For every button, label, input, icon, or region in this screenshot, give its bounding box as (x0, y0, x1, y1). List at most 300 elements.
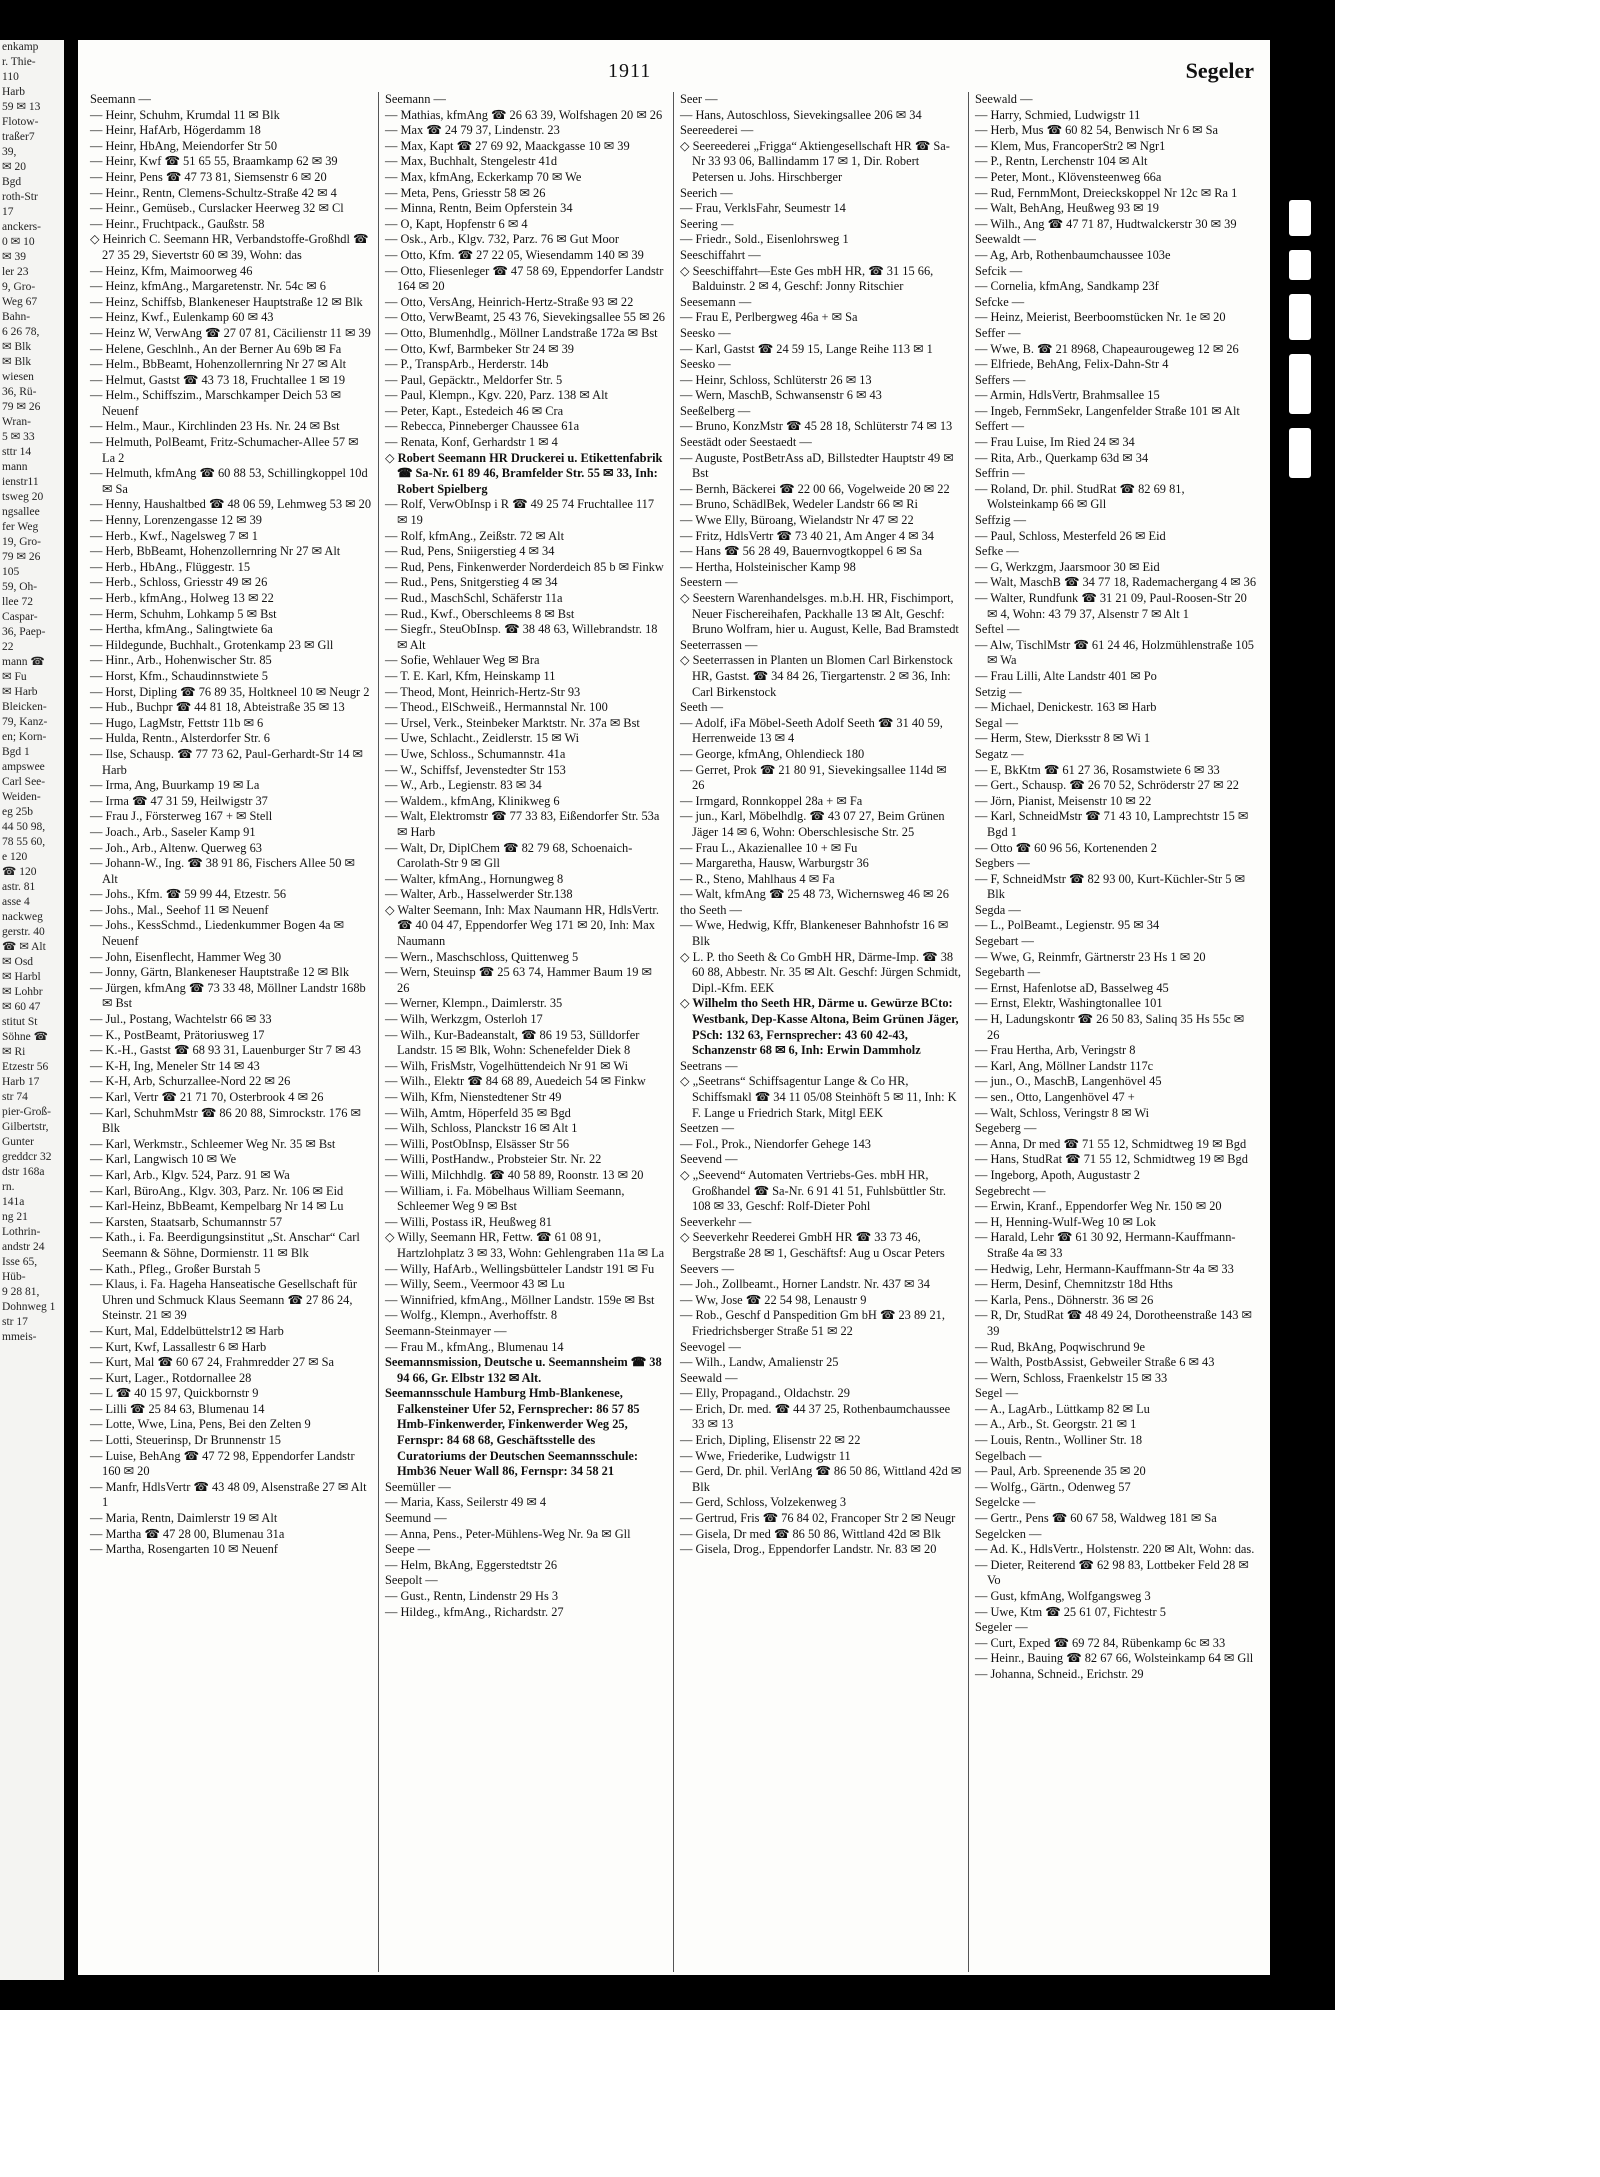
surname-heading: Seetrans — (680, 1058, 738, 1073)
directory-entry: — Kurt, Kwf, Lassallestr 6 ✉ Harb (90, 1339, 267, 1354)
directory-entry: — Hulda, Rentn., Alsterdorfer Str. 6 (90, 731, 270, 746)
previous-page-text: llee 72 (2, 596, 33, 608)
previous-page-text: 79 ✉ 26 (2, 551, 41, 563)
previous-page-text: 39, (2, 146, 17, 158)
directory-entry: — Peter, Kapt., Estedeich 46 ✉ Cra (385, 403, 564, 418)
directory-entry: — Willi, Milchhdlg. ☎ 40 58 89, Roonstr. 13 ✉ 20 (385, 1167, 644, 1182)
directory-entry: — Johs., KessSchmd., Liedenkummer Bogen 4a ✉ Neuenf (90, 918, 345, 949)
directory-entry: — Armin, HdlsVertr, Brahmsallee 15 (975, 388, 1160, 403)
directory-entry: — Max ☎ 24 79 37, Lindenstr. 23 (385, 123, 560, 138)
surname-heading: Seemann-Steinmayer — (385, 1323, 507, 1338)
directory-entry: — Heinr, HbAng, Meiendorfer Str 50 (90, 138, 278, 153)
directory-entry: — Alw, TischlMstr ☎ 61 24 46, Holzmühlenstraße 105 ✉ Wa (975, 637, 1254, 668)
surname-heading: Seemannsmission, Deutsche u. Seemannsheim ☎ 38 94 66, Gr. Elbstr 132 ✉ Alt. (385, 1355, 662, 1385)
directory-entry: — P., TranspArb., Herderstr. 14b (385, 357, 549, 372)
directory-entry: — Kath., i. Fa. Beerdigungsinstitut „St. Anschar“ Carl Seemann & Söhne, Dormienstr. 11 ✉ Blk (90, 1230, 360, 1260)
directory-entry: — Wilh., Ang ☎ 47 71 87, Hudtwalckerstr 30 ✉ 39 (975, 216, 1237, 231)
firm-entry: ◇ Seeschiffahrt—Este Ges mbH HR, ☎ 31 15 66, Balduinstr. 2 ✉ 4, Geschf: Jonny Ritschier (680, 263, 934, 294)
directory-entry: — Meta, Pens, Griesstr 58 ✉ 26 (385, 185, 546, 200)
directory-entry: — Max, kfmAng, Eckerkamp 70 ✉ We (385, 169, 582, 184)
surname-heading: Seestern — (680, 575, 738, 590)
surname-heading: Segelcken — (975, 1526, 1042, 1541)
running-head: Segeler (1185, 58, 1254, 83)
directory-entry: — Rud, FernmMont, Dreieckskoppel Nr 12c ✉ Ra 1 (975, 185, 1238, 200)
surname-heading: tho Seeth — (680, 902, 742, 917)
directory-entry: — George, kfmAng, Ohlendieck 180 (680, 746, 865, 761)
directory-entry: — Frau M., kfmAng., Blumenau 14 (385, 1339, 564, 1354)
directory-entry: — Wilh, Schloss, Planckstr 16 ✉ Alt 1 (385, 1121, 578, 1136)
directory-entry: — Hildegunde, Buchhalt., Grotenkamp 23 ✉ Gll (90, 637, 334, 652)
directory-entry: — Ernst, Elektr, Washingtonallee 101 (975, 996, 1163, 1011)
surname-heading: Segatz — (975, 746, 1024, 761)
directory-entry: — Wilh., Kur-Badeanstalt, ☎ 86 19 53, Sülldorfer Landstr. 15 ✉ Blk, Wohn: Schenefelder Diek 8 (385, 1027, 640, 1058)
directory-entry: — Karl, SchuhmMstr ☎ 86 20 88, Simrockstr. 176 ✉ Blk (90, 1105, 361, 1136)
surname-heading: Seeverkehr — (680, 1214, 752, 1229)
directory-entry: — G, Werkzgm, Jaarsmoor 30 ✉ Eid (975, 559, 1160, 574)
directory-entry: — Helmut, Gastst ☎ 43 73 18, Fruchtallee 1 ✉ 19 (90, 372, 346, 387)
directory-entry: — Wwe, Hedwig, Kffr, Blankeneser Bahnhofstr 16 ✉ Blk (680, 918, 949, 949)
previous-page-text: 5 ✉ 33 (2, 431, 35, 443)
directory-entry: — Wwe, G, Reinmfr, Gärtnerstr 23 Hs 1 ✉ 20 (975, 949, 1206, 964)
directory-entry: — Herb, Mus ☎ 60 82 54, Benwisch Nr 6 ✉ Sa (975, 123, 1218, 138)
directory-entry: — Jürgen, kfmAng ☎ 73 33 48, Möllner Landstr 168b ✉ Bst (90, 980, 366, 1011)
firm-entry: ◇ Walter Seemann, Inh: Max Naumann HR, HdlsVertr. ☎ 40 04 47, Eppendorfer Weg 171 ✉ 20, Inh: Max Naumann (385, 902, 659, 949)
directory-entry: — Joach., Arb., Saseler Kamp 91 (90, 824, 256, 839)
surname-heading: Segebrecht — (975, 1183, 1046, 1198)
directory-entry: — Heinr., Bauing ☎ 82 67 66, Wolsteinkamp 64 ✉ Gll (975, 1651, 1254, 1666)
firm-entry: ◇ Seereederei „Frigga“ Aktiengesellschaft HR ☎ Sa-Nr 33 93 06, Ballindamm 17 ✉ 1, Dir. Robert Petersen u. Johs. Hirschberger (680, 138, 950, 184)
directory-entry: — Kath., Pfleg., Großer Burstah 5 (90, 1261, 261, 1276)
directory-entry: — Rud, Pens, Finkenwerder Norderdeich 85 b ✉ Finkw (385, 559, 664, 574)
previous-page-text: ✉ Ri (2, 1046, 26, 1058)
surname-heading: Segelbach — (975, 1448, 1042, 1463)
directory-entry: — Willy, HafArb., Wellingsbütteler Landstr 191 ✉ Fu (385, 1261, 655, 1276)
directory-entry: — Rolf, kfmAng., Zeißstr. 72 ✉ Alt (385, 528, 565, 543)
previous-page-text: 44 50 98, (2, 821, 46, 833)
directory-entry: — Heinz, Kfm, Maimoorweg 46 (90, 263, 253, 278)
previous-page-text: eg 25b (2, 806, 33, 818)
directory-entry: — Ww, Jose ☎ 22 54 98, Lenaustr 9 (680, 1292, 867, 1307)
directory-entry: — Herb., Schloss, Griesstr 49 ✉ 26 (90, 575, 268, 590)
directory-entry: — Paul, Arb. Spreenende 35 ✉ 20 (975, 1464, 1146, 1479)
surname-heading: Setzig — (975, 684, 1022, 699)
firm-entry: ◇ Seestern Warenhandelsges. m.b.H. HR, Fischimport, Neuer Fischereihafen, Packhalle 13 ✉ Alt, Geschf: Bruno Wolfram, hier u. August, Kelle, Bad Bramstedt (680, 591, 959, 637)
previous-page-text: 36, Rü- (2, 386, 37, 398)
directory-entry: — Martha ☎ 47 28 00, Blumenau 31a (90, 1526, 285, 1541)
directory-entry: — L., PolBeamt., Legienstr. 95 ✉ 34 (975, 918, 1160, 933)
surname-heading: Segebarth — (975, 965, 1041, 980)
directory-entry: — Herb., HbAng., Flüggestr. 15 (90, 559, 251, 574)
previous-page-text: ng 21 (2, 1211, 28, 1223)
firm-entry: ◇ Seeterrassen in Planten un Blomen Carl Birkenstock HR, Gastst. ☎ 34 84 26, Tiergartenstr. 2 ✉ 36, Inh: Carl Birkenstock (680, 653, 953, 699)
previous-page-text: ✉ Blk (2, 341, 32, 353)
directory-entry: — Rebecca, Pinneberger Chaussee 61a (385, 419, 580, 434)
surname-heading: Seesemann — (680, 294, 752, 309)
directory-entry: — Heinr, Schloss, Schlüterstr 26 ✉ 13 (680, 372, 872, 387)
surname-heading: Seemüller — (385, 1479, 451, 1494)
directory-entry: — Gert., Schausp. ☎ 26 70 52, Schröderstr 27 ✉ 22 (975, 778, 1239, 793)
directory-entry: — Karl, Vertr ☎ 21 71 70, Osterbrook 4 ✉ 26 (90, 1090, 324, 1104)
previous-page-text: ✉ Harbl (2, 971, 41, 983)
directory-entry: — Irmgard, Ronnkoppel 28a + ✉ Fa (680, 793, 863, 808)
directory-entry: — Heinz, Kwf., Eulenkamp 60 ✉ 43 (90, 310, 274, 325)
directory-entry: — Otto ☎ 60 96 56, Kortenenden 2 (975, 840, 1157, 855)
previous-page-text: tsweg 20 (2, 491, 44, 503)
directory-entry: — R, Dr, StudRat ☎ 48 49 24, Dorotheenstraße 143 ✉ 39 (975, 1308, 1252, 1338)
previous-page-text: nackweg (2, 911, 43, 923)
previous-page-text: 17 (2, 206, 14, 218)
directory-entry: — Wilh., Landw, Amalienstr 25 (680, 1355, 839, 1370)
directory-entry: — Heinr., Gemüseb., Curslacker Heerweg 32 ✉ Cl (90, 201, 344, 216)
previous-page-text: Isse 65, (2, 1256, 38, 1268)
previous-page-text: ampswee (2, 761, 45, 773)
directory-entry: — Roland, Dr. phil. StudRat ☎ 82 69 81, Wolsteinkamp 66 ✉ Gll (975, 481, 1185, 512)
directory-entry: — Ilse, Schausp. ☎ 77 73 62, Paul-Gerhardt-Str 14 ✉ Harb (90, 746, 363, 777)
surname-heading: Seepe — (385, 1542, 431, 1557)
directory-entry: — Gisela, Dr med ☎ 86 50 86, Wittland 42d ✉ Blk (680, 1526, 941, 1541)
directory-entry: — Ingeb, FernmSekr, Langenfelder Straße 101 ✉ Alt (975, 403, 1240, 418)
directory-entry: — R., Steno, Mahlhaus 4 ✉ Fa (680, 871, 835, 886)
directory-entry: — William, i. Fa. Möbelhaus William Seemann, Schleemer Weg 9 ✉ Bst (385, 1183, 625, 1214)
directory-entry: — Hans, Autoschloss, Sievekingsallee 206 ✉ 34 (680, 107, 922, 122)
previous-page-text: ☎ ✉ Alt (2, 941, 46, 953)
directory-entry: — Bruno, SchädlBek, Wedeler Landstr 66 ✉ Ri (680, 497, 918, 512)
directory-entry: — Heinr., Fruchtpack., Gaußstr. 58 (90, 216, 265, 231)
directory-entry: — jun., Karl, Möbelhdlg. ☎ 43 07 27, Beim Grünen Jäger 14 ✉ 6, Wohn: Oberschlesische Str. 25 (680, 809, 945, 839)
directory-entry: — Frau E, Perlbergweg 46a + ✉ Sa (680, 310, 858, 325)
directory-entry: — Gerd, Dr. phil. VerlAng ☎ 86 50 86, Wittland 42d ✉ Blk (680, 1464, 962, 1494)
surname-heading: Seemann — (90, 92, 151, 106)
directory-entry: — Frau J., Försterweg 167 + ✉ Stell (90, 809, 273, 824)
previous-page-text: en; Korn- (2, 731, 47, 743)
previous-page-text: Bgd (2, 176, 22, 188)
previous-page-text: Caspar- (2, 611, 38, 623)
surname-heading: Seevogel — (680, 1339, 741, 1354)
directory-entry: — Karl, Langwisch 10 ✉ We (90, 1152, 237, 1167)
directory-entry: — Herb, BbBeamt, Hohenzollernring Nr 27 ✉ Alt (90, 544, 341, 559)
surname-heading: Seftel — (975, 622, 1020, 637)
directory-entry: — Karl, Werkmstr., Schleemer Weg Nr. 35 ✉ Bst (90, 1136, 336, 1151)
directory-entry: — Walter, Arb., Hasselwerder Str.138 (385, 887, 573, 902)
surname-heading: Seewaldt — (975, 232, 1036, 247)
directory-entry: — Dieter, Reiterend ☎ 62 98 83, Lottbeker Feld 28 ✉ Vo (975, 1557, 1249, 1588)
directory-entry: — Otto, Blumenhdlg., Möllner Landstraße 172a ✉ Bst (385, 325, 658, 340)
firm-entry: ◇ „Seetrans“ Schiffsagentur Lange & Co HR, Schiffsmakl ☎ 34 11 05/08 Steinhöft 5 ✉ 11, Inh: K F. Lange u Friedrich Stark, Mitgl EEK (680, 1074, 957, 1120)
directory-entry: — Walt, Schloss, Veringstr 8 ✉ Wi (975, 1105, 1150, 1120)
directory-entry: — Paul, Gepäcktr., Meldorfer Str. 5 (385, 372, 563, 387)
directory-entry: — W., Schiffsf, Jevenstedter Str 153 (385, 762, 566, 777)
directory-entry: — Jonny, Gärtn, Blankeneser Hauptstraße 12 ✉ Blk (90, 965, 350, 980)
directory-entry: — Herb., Kwf., Nagelsweg 7 ✉ 1 (90, 528, 258, 543)
surname-heading: Seeßelberg — (680, 403, 751, 418)
directory-entry: — Frau, VerklsFahr, Seumestr 14 (680, 201, 846, 216)
directory-entry: — Helm., Maur., Kirchlinden 23 Hs. Nr. 24 ✉ Bst (90, 419, 340, 434)
surname-heading: Seeschiffahrt — (680, 247, 761, 262)
surname-heading: Seering — (680, 216, 734, 231)
directory-entry: — Heinz W, VerwAng ☎ 27 07 81, Cäcilienstr 11 ✉ 39 (90, 325, 371, 340)
scanner-edge-marks (1275, 200, 1325, 760)
directory-entry: — Otto, Kfm. ☎ 27 22 05, Wiesendamm 140 ✉ 39 (385, 247, 644, 262)
surname-heading: Sefke — (975, 544, 1019, 559)
directory-entry: — Elly, Propagand., Oldachstr. 29 (680, 1386, 850, 1401)
previous-page-text: mann ☎ (2, 656, 45, 668)
directory-columns (84, 92, 1264, 1972)
previous-page-text: 9, Gro- (2, 281, 36, 293)
previous-page-text: andstr 24 (2, 1241, 45, 1253)
previous-page-fragment (0, 40, 64, 1980)
directory-entry: — Gust, kfmAng, Wolfgangsweg 3 (975, 1589, 1151, 1603)
directory-entry: — Auguste, PostBetrAss aD, Billstedter Hauptstr 49 ✉ Bst (680, 450, 954, 481)
directory-entry: — Adolf, iFa Möbel-Seeth Adolf Seeth ☎ 31 40 59, Herrenweide 13 ✉ 4 (680, 715, 943, 746)
previous-page-text: Bleicken- (2, 701, 47, 713)
directory-entry: — Wern, Schloss, Fraenkelstr 15 ✉ 33 (975, 1370, 1168, 1385)
directory-entry: — Johanna, Schneid., Erichstr. 29 (975, 1666, 1144, 1681)
surname-heading: Seesko — (680, 325, 731, 340)
directory-entry: — Walter, kfmAng., Hornungweg 8 (385, 871, 564, 886)
firm-entry: ◇ Seeverkehr Reederei GmbH HR ☎ 33 73 46, Bergstraße 28 ✉ 1, Geschäftsf: Aug u Oscar Peters (680, 1230, 945, 1260)
directory-entry: — Werner, Klempn., Daimlerstr. 35 (385, 996, 563, 1011)
firm-entry: ◇ L. P. tho Seeth & Co GmbH HR, Därme-Imp. ☎ 38 60 88, Abbestr. Nr. 35 ✉ Alt. Geschf: Jürgen Schmidt, Dipl.-Kfm. EEK (680, 949, 961, 995)
previous-page-text: pier-Groß- (2, 1106, 51, 1118)
previous-page-text: 36, Paep- (2, 626, 46, 638)
directory-entry: — K-H, Arb, Schurzallee-Nord 22 ✉ 26 (90, 1074, 291, 1089)
directory-entry: — Harry, Schmied, Ludwigstr 11 (975, 107, 1141, 122)
directory-entry: — Friedr., Sold., Eisenlohrsweg 1 (680, 232, 849, 247)
firm-entry: ◇ Willy, Seemann HR, Fettw. ☎ 61 08 91, Hartzlohplatz 3 ✉ 33, Wohn: Gehlengraben 11a ✉ La (385, 1230, 665, 1260)
directory-entry: — Wilh, Amtm, Höperfeld 35 ✉ Bgd (385, 1105, 571, 1120)
previous-page-text: enkamp (2, 41, 39, 53)
directory-entry: — Helmuth, kfmAng ☎ 60 88 53, Schillingkoppel 10d ✉ Sa (90, 466, 368, 496)
previous-page-text: gerstr. 40 (2, 926, 45, 938)
directory-entry: — Walter, Rundfunk ☎ 31 21 09, Paul-Roosen-Str 20 ✉ 4, Wohn: 43 79 37, Alsenstr 7 ✉ Alt 1 (975, 591, 1247, 621)
directory-entry: — Wwe Elly, Büroang, Wielandstr Nr 47 ✉ 22 (680, 513, 914, 528)
directory-entry: — Henny, Lorenzengasse 12 ✉ 39 (90, 513, 262, 528)
previous-page-text: Harb (2, 86, 25, 98)
directory-entry: — Walt, BehAng, Heußweg 93 ✉ 19 (975, 201, 1159, 216)
directory-entry: — Wilh, FrisMstr, Vogelhüttendeich Nr 91 ✉ Wi (385, 1058, 629, 1073)
directory-entry: — Hertha, kfmAng., Salingtwiete 6a (90, 622, 273, 637)
directory-entry: — Helm., BbBeamt, Hohenzollernring Nr 27 ✉ Alt (90, 357, 347, 372)
directory-entry: — Cornelia, kfmAng, Sandkamp 23f (975, 279, 1159, 294)
previous-page-text: roth-Str (2, 191, 38, 203)
surname-heading: Segebart — (975, 934, 1034, 949)
directory-entry: — John, Eisenflecht, Hammer Weg 30 (90, 949, 282, 964)
directory-entry: — Kurt, Mal, Eddelbüttelstr12 ✉ Harb (90, 1323, 284, 1338)
directory-entry: — Heinz, Schiffsb, Blankeneser Hauptstraße 12 ✉ Blk (90, 294, 363, 309)
directory-entry: — K.-H., Gastst ☎ 68 93 31, Lauenburger Str 7 ✉ 43 (90, 1043, 361, 1058)
directory-entry: — Maria, Rentn, Daimlerstr 19 ✉ Alt (90, 1511, 278, 1526)
directory-entry: — Wolfg., Klempn., Averhoffstr. 8 (385, 1308, 558, 1323)
previous-page-text: ✉ 20 (2, 161, 27, 173)
directory-entry: — Uwe, Schlacht., Zeidlerstr. 15 ✉ Wi (385, 731, 580, 746)
previous-page-text: ngsallee (2, 506, 40, 518)
previous-page-text: Harb 17 (2, 1076, 40, 1088)
directory-entry: — Wern., Maschschloss, Quittenweg 5 (385, 949, 579, 964)
directory-entry: — Walt, Dr, DiplChem ☎ 82 79 68, Schoenaich-Carolath-Str 9 ✉ Gll (385, 840, 633, 871)
directory-entry: — Rud, Pens, Sniigerstieg 4 ✉ 34 (385, 544, 555, 559)
surname-heading: Seffer — (975, 325, 1021, 340)
directory-entry: — Ingeborg, Apoth, Augustastr 2 (975, 1167, 1140, 1182)
directory-entry: — Lotte, Wwe, Lina, Pens, Bei den Zelten 9 (90, 1417, 311, 1432)
directory-entry: — L ☎ 40 15 97, Quickbornstr 9 (90, 1386, 259, 1401)
surname-heading: Seerich — (680, 185, 733, 200)
surname-heading: Seetzen — (680, 1121, 735, 1136)
directory-entry: — Manfr, HdlsVertr ☎ 43 48 09, Alsenstraße 27 ✉ Alt 1 (90, 1479, 367, 1510)
surname-heading: Seffrin — (975, 466, 1025, 481)
directory-entry: — E, BkKtm ☎ 61 27 36, Rosamstwiete 6 ✉ 33 (975, 762, 1220, 777)
previous-page-text: traßer7 (2, 131, 35, 143)
directory-entry: — Willi, PostHandw., Probsteier Str. Nr. 22 (385, 1152, 602, 1167)
previous-page-text: 79, Kanz- (2, 716, 48, 728)
previous-page-text: 59, Oh- (2, 581, 38, 593)
surname-heading: Sefcik — (975, 263, 1023, 278)
directory-entry: — Theod., ElSchweiß., Hermannstal Nr. 100 (385, 700, 608, 715)
directory-entry: — Bernh, Bäckerei ☎ 22 00 66, Vogelweide 20 ✉ 22 (680, 481, 950, 496)
previous-page-text: 105 (2, 566, 20, 578)
directory-entry: — Hinr., Arb., Hohenwischer Str. 85 (90, 653, 272, 668)
previous-page-text: 0 ✉ 10 (2, 236, 35, 248)
previous-page-text: Söhne ☎ (2, 1031, 48, 1043)
surname-heading: Seemann — (385, 92, 446, 106)
directory-entry: — Frau L., Akazienallee 10 + ✉ Fu (680, 840, 858, 855)
directory-entry: — Rud., Pens, Snitgerstieg 4 ✉ 34 (385, 575, 558, 590)
directory-entry: — Frau Lilli, Alte Landstr 401 ✉ Po (975, 668, 1157, 683)
directory-entry: — Kurt, Lager., Rotdornallee 28 (90, 1370, 252, 1385)
directory-entry: — Max, Buchhalt, Stengelestr 41d (385, 154, 558, 169)
surname-heading: Seffers — (975, 372, 1026, 387)
surname-heading: Seewald — (975, 92, 1033, 106)
directory-entry: — Minna, Rentn, Beim Opferstein 34 (385, 201, 573, 216)
directory-entry: — Paul, Klempn., Kgv. 220, Parz. 138 ✉ Alt (385, 388, 608, 403)
surname-heading: Seevers — (680, 1261, 735, 1276)
directory-entry: — Wilh, Kfm, Nienstedtener Str 49 (385, 1090, 562, 1104)
directory-entry: — O, Kapt, Hopfenstr 6 ✉ 4 (385, 216, 528, 231)
previous-page-text: ✉ Harb (2, 686, 38, 698)
directory-entry: — Sofie, Wehlauer Weg ✉ Bra (385, 653, 540, 668)
directory-entry: — A., LagArb., Lüttkamp 82 ✉ Lu (975, 1401, 1150, 1416)
directory-entry: — Helene, Geschlnh., An der Berner Au 69b ✉ Fa (90, 341, 342, 356)
directory-entry: — Peter, Mont., Klövensteenweg 66a (975, 169, 1162, 184)
directory-entry: — Ernst, Hafenlotse aD, Basselweg 45 (975, 980, 1169, 995)
directory-entry: — Klem, Mus, FrancoperStr2 ✉ Ngr1 (975, 138, 1166, 153)
directory-entry: — Hugo, LagMstr, Fettstr 11b ✉ 6 (90, 715, 264, 730)
directory-entry: — Wern, MaschB, Schwansenstr 6 ✉ 43 (680, 388, 882, 403)
previous-page-text: anckers- (2, 221, 41, 233)
previous-page-text: Hüb- (2, 1271, 26, 1283)
directory-entry: — Henny, Haushaltbed ☎ 48 06 59, Lehmweg 53 ✉ 20 (90, 497, 372, 512)
surname-heading: Seestädt oder Seestaedt — (680, 435, 812, 450)
directory-entry: — Wilh., Elektr ☎ 84 68 89, Auedeich 54 ✉ Finkw (385, 1074, 646, 1089)
previous-page-text: ✉ 39 (2, 251, 27, 263)
directory-entry: — Bruno, KonzMstr ☎ 45 28 18, Schlüterstr 74 ✉ 13 (680, 419, 953, 434)
directory-entry: — Lotti, Steuerinsp, Dr Brunnenstr 15 (90, 1433, 282, 1448)
directory-entry: — Karla, Pens., Döhnerstr. 36 ✉ 26 (975, 1292, 1154, 1307)
directory-entry: — Harald, Lehr ☎ 61 30 92, Hermann-Kauffmann-Straße 4a ✉ 33 (975, 1230, 1236, 1260)
directory-entry: — Gust., Rentn, Lindenstr 29 Hs 3 (385, 1589, 559, 1603)
directory-entry: — Hans, StudRat ☎ 71 55 12, Schmidtweg 19 ✉ Bgd (975, 1152, 1248, 1167)
directory-entry: — Ad. K., HdlsVertr., Holstenstr. 220 ✉ Alt, Wohn: das. (975, 1542, 1255, 1557)
directory-entry: — Hub., Buchpr ☎ 44 81 18, Abteistraße 35 ✉ 13 (90, 700, 345, 715)
directory-entry: — Walt, Elektromstr ☎ 77 33 83, Eißendorfer Str. 53a ✉ Harb (385, 809, 660, 839)
previous-page-text: dstr 168a (2, 1166, 45, 1178)
directory-entry: — Heinr, Pens ☎ 47 73 81, Siemsenstr 6 ✉ 20 (90, 169, 327, 184)
directory-entry: — Gisela, Drog., Eppendorfer Landstr. Nr. 83 ✉ 20 (680, 1542, 937, 1557)
directory-entry: — Hertha, Holsteinischer Kamp 98 (680, 559, 856, 574)
previous-page-text: ☎ 120 (2, 866, 37, 878)
directory-entry: — Michael, Denickestr. 163 ✉ Harb (975, 700, 1157, 715)
directory-entry: — K-H, Ing, Meneler Str 14 ✉ 43 (90, 1058, 260, 1073)
surname-heading: Segeberg — (975, 1121, 1037, 1136)
surname-heading: Seffzig — (975, 513, 1027, 528)
column-3 (673, 92, 968, 1972)
previous-page-text: 141a (2, 1196, 25, 1208)
directory-entry: — Hildeg., kfmAng., Richardstr. 27 (385, 1604, 564, 1619)
directory-entry: — Maria, Kass, Seilerstr 49 ✉ 4 (385, 1495, 547, 1510)
directory-entry: — Irma ☎ 47 31 59, Heilwigstr 37 (90, 793, 268, 808)
directory-entry: — Elfriede, BehAng, Felix-Dahn-Str 4 (975, 357, 1169, 372)
directory-entry: — Irma, Ang, Buurkamp 19 ✉ La (90, 778, 260, 793)
surname-heading: Segbers — (975, 856, 1030, 871)
directory-entry: — Otto, VerwBeamt, 25 43 76, Sievekingsallee 55 ✉ 26 (385, 310, 665, 325)
directory-entry: — Heinz, Meierist, Beerboomstücken Nr. 1e ✉ 20 (975, 310, 1226, 325)
directory-entry: — Walt, kfmAng ☎ 25 48 73, Wichernsweg 46 ✉ 26 (680, 887, 949, 902)
previous-page-text: 79 ✉ 26 (2, 401, 41, 413)
previous-page-text: mann (2, 461, 28, 473)
firm-entry: ◇ „Seevend“ Automaten Vertriebs-Ges. mbH HR, Großhandel ☎ Sa-Nr. 6 91 41 51, Fuhlsbüttler Str. 108 ✉ 33, Geschf: Rolf-Dieter Pohl (680, 1167, 946, 1214)
previous-page-text: rn. (2, 1181, 15, 1193)
previous-page-text: greddcr 32 (2, 1151, 52, 1163)
directory-page (78, 40, 1270, 1975)
directory-entry: — Wilh, Werkzgm, Osterloh 17 (385, 1012, 543, 1027)
directory-entry: — Louis, Rentn., Wolliner Str. 18 (975, 1433, 1143, 1448)
directory-entry: — Otto, Fliesenleger ☎ 47 58 69, Eppendorfer Landstr 164 ✉ 20 (385, 263, 664, 294)
directory-entry: — Kurt, Mal ☎ 60 67 24, Frahmredder 27 ✉ Sa (90, 1355, 334, 1370)
surname-heading: Seemund — (385, 1511, 447, 1526)
previous-page-text: 19, Gro- (2, 536, 41, 548)
previous-page-text: 9 28 81, (2, 1286, 40, 1298)
previous-page-text: 22 (2, 641, 14, 653)
previous-page-text: sttr 14 (2, 446, 32, 458)
previous-page-text: 110 (2, 71, 19, 83)
directory-entry: — Curt, Exped ☎ 69 72 84, Rübenkamp 6c ✉ 33 (975, 1635, 1226, 1650)
directory-entry: — Frau Hertha, Arb, Veringstr 8 (975, 1043, 1136, 1058)
column-4 (968, 92, 1263, 1972)
firm-entry: ◇ Wilhelm tho Seeth HR, Därme u. Gewürze BCto: Westbank, Dep-Kasse Altona, Beim Grünen Jäger, PSch: 132 63, Fernsprecher: 43 60 42-43, Schanzenstr 68 ✉ 6, Inh: Erwin Dammholz (680, 996, 959, 1058)
directory-entry: — Karsten, Staatsarb, Schumannstr 57 (90, 1214, 283, 1229)
directory-entry: — Erich, Dr. med. ☎ 44 37 25, Rothenbaumchaussee 33 ✉ 13 (680, 1401, 951, 1432)
previous-page-text: wiesen (2, 371, 34, 383)
directory-entry: — Erwin, Kranf., Eppendorfer Weg Nr. 150 ✉ 20 (975, 1199, 1222, 1214)
directory-entry: — Rob., Geschf d Panspedition Gm bH ☎ 23 89 21, Friedrichsberger Straße 51 ✉ 22 (680, 1308, 945, 1338)
surname-heading: Seeterrassen — (680, 637, 758, 652)
directory-entry: — Willi, PostObInsp, Elsässer Str 56 (385, 1136, 570, 1151)
surname-heading: Seesko — (680, 357, 731, 372)
directory-entry: — Heinr, HafArb, Högerdamm 18 (90, 123, 261, 138)
directory-entry: — Jul., Postang, Wachtelstr 66 ✉ 33 (90, 1012, 272, 1027)
column-1 (84, 92, 378, 1972)
directory-entry: — Heinr, Kwf ☎ 51 65 55, Braamkamp 62 ✉ 39 (90, 154, 338, 169)
directory-entry: — Frau Luise, Im Ried 24 ✉ 34 (975, 435, 1135, 450)
directory-entry: — Heinz, kfmAng., Margaretenstr. Nr. 54c ✉ 6 (90, 279, 326, 294)
directory-entry: — Hans ☎ 56 28 49, Bauernvogtkoppel 6 ✉ Sa (680, 544, 922, 559)
directory-entry: — Herm, Desinf, Chemnitzstr 18d Hths (975, 1277, 1173, 1292)
previous-page-text: ienstr11 (2, 476, 39, 488)
surname-heading: Seewald — (680, 1370, 738, 1385)
previous-page-text: ✉ Osd (2, 956, 34, 968)
directory-entry: — Wolfg., Gärtn., Odenweg 57 (975, 1479, 1131, 1494)
directory-entry: — Gerd, Schloss, Volzekenweg 3 (680, 1495, 847, 1510)
previous-page-text: ✉ Lohbr (2, 986, 43, 998)
